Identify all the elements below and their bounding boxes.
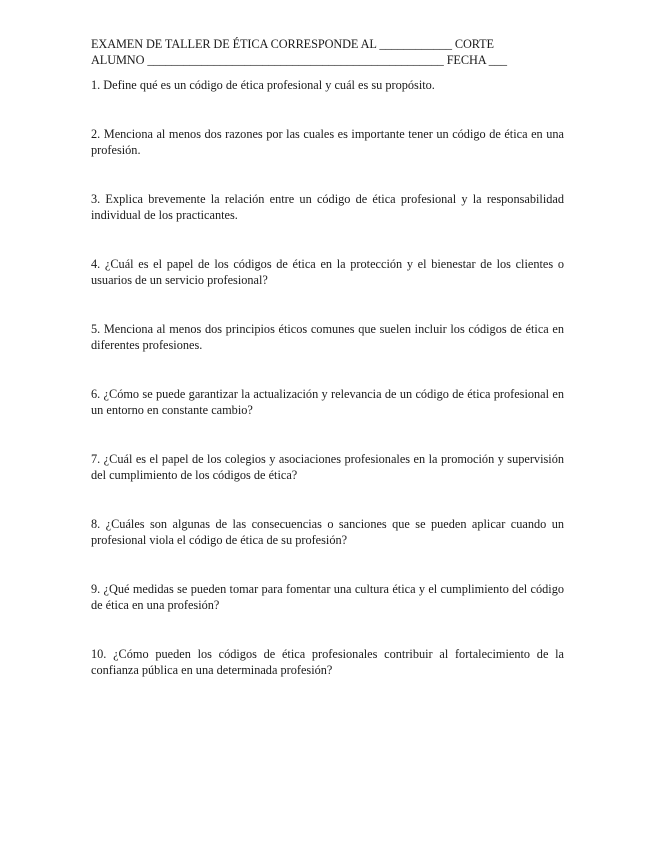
question-9: 9. ¿Qué medidas se pueden tomar para fomentar una cultura ética y el cumplimiento del código de ética en una profesión?: [91, 582, 564, 613]
question-list: [91, 77, 564, 711]
question-6: 6. ¿Cómo se puede garantizar la actualización y relevancia de un código de ética profesional en un entorno en constante cambio?: [91, 387, 564, 418]
question-3: 3. Explica brevemente la relación entre un código de ética profesional y la responsabilidad individual de los practicantes.: [91, 192, 564, 223]
question-1: 1. Define qué es un código de ética profesional y cuál es su propósito.: [91, 78, 435, 92]
student-date-line: ALUMNO _________________________________________________ FECHA ___: [91, 53, 507, 67]
question-5: 5. Menciona al menos dos principios éticos comunes que suelen incluir los códigos de ética en diferentes profesiones.: [91, 322, 564, 353]
question-4: 4. ¿Cuál es el papel de los códigos de ética en la protección y el bienestar de los clientes o usuarios de un servicio profesional?: [91, 257, 564, 288]
exam-title-line: EXAMEN DE TALLER DE ÉTICA CORRESPONDE AL ____________ CORTE: [91, 37, 494, 51]
question-10: 10. ¿Cómo pueden los códigos de ética profesionales contribuir al fortalecimiento de la confianza pública en una determinada profesión?: [91, 647, 564, 678]
question-2: 2. Menciona al menos dos razones por las cuales es importante tener un código de ética en una profesión.: [91, 127, 564, 158]
question-8: 8. ¿Cuáles son algunas de las consecuencias o sanciones que se pueden aplicar cuando un profesional viola el código de ética de su profesión?: [91, 517, 564, 548]
question-7: 7. ¿Cuál es el papel de los colegios y asociaciones profesionales en la promoción y supervisión del cumplimiento de los códigos de ética?: [91, 452, 564, 483]
exam-header: [91, 36, 567, 68]
